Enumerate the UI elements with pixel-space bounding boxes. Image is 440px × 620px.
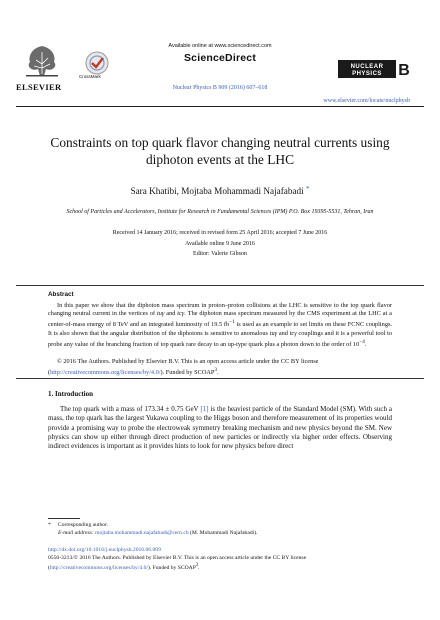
issn-license-line: 0550-3213/© 2016 The Authors. Published by Elsevier B.V. This is an open access article under the CC BY license: [48, 555, 307, 561]
journal-logo-line1: NUCLEAR: [350, 64, 384, 70]
nuclear-physics-b-logo: [338, 60, 412, 78]
vertex-tu-gamma: tuγ: [157, 310, 165, 318]
vertex-tc-gamma: tcγ: [177, 310, 185, 318]
section-heading-introduction: 1. Introduction: [48, 390, 93, 398]
footnote-rule: [48, 518, 80, 519]
platform-name[interactable]: ScienceDirect: [183, 52, 257, 64]
corresponding-author-mark[interactable]: *: [306, 185, 310, 193]
author-list: [0, 185, 440, 196]
article-dates: [0, 228, 440, 260]
doi-link[interactable]: http://dx.doi.org/10.1016/j.nuclphysb.2016.06.009: [48, 547, 161, 553]
crossmark-label: CrossMark: [79, 74, 101, 79]
abstract-paragraph: In this paper we show that the diphoton mass spectrum in proton–proton collisions at the LHC is sensitive to the top quark flavor changing neutral current in the vertices of tuγ and tcγ. The diphoton mass spectrum measured by the CMS experiment at the LHC at a center-of-mass energy of 8 TeV and an integrated luminosity of 19.5 $fb^{-1}$ is used as an example to set limits on these FCNC couplings. It is also shown that the angular distribution of the diphotons is sensitive to anomalous tuγ and tcγ couplings and it is a powerful tool to probe any value of the branching fraction of top quark rare decay to an up-type quark plus a photon down to the order of $10^{-4}$.: [48, 302, 392, 348]
header-rule: [16, 106, 424, 107]
available-online: Available online at www.sciencedirect.com: [168, 43, 272, 49]
editor: Editor: Valerie Gibson: [193, 251, 247, 257]
available-date: Available online 9 June 2016: [185, 240, 255, 247]
received-dates: Received 14 January 2016; received in revised form 25 April 2016; accepted 7 June 2016: [112, 230, 328, 236]
abstract-top-rule: [16, 285, 424, 286]
footer-license-link[interactable]: http://creativecommons.org/licenses/by/4.0/: [49, 564, 148, 571]
footnote-mark: *: [48, 522, 51, 528]
citation-link[interactable]: [1]: [200, 405, 209, 413]
footnote-corresponding: * Corresponding author. E-mail address: mojtaba.mohammadi.najafabadi@cern.ch (M. Mohammadi Najafabadi).: [48, 522, 258, 536]
article-identifiers: http://dx.doi.org/10.1016/j.nuclphysb.2016.06.009 0550-3213/© 2016 The Authors. Published by Elsevier B.V. This is an open access article under the CC BY license (http://creativecommons.org/licenses/by/4.0/). Funded by SCOAP$^3$.: [48, 546, 392, 572]
introduction-paragraph: The top quark with a mass of 173.34 ± 0.75 GeV [1] is the heaviest particle of the Standard Model (SM). With such a mass, the top quark has the largest Yukawa coupling to the Higgs boson and therefore measurement of its properties would provide a promising way to probe the electroweak symmetry breaking mechanism and new physics beyond the SM. New physics can show up either through direct production of new particles or indirectly via higher order effects. Observing indirect evidences is important as it provides hints to look for new physics before direct: [48, 405, 392, 451]
abstract-bottom-rule: [16, 378, 424, 379]
authors-text: Sara Khatibi, Mojtaba Mohammadi Najafabadi: [130, 186, 304, 196]
abstract-body: [48, 302, 392, 349]
affiliation: School of Particles and Accelerators, Institute for Research in Fundamental Sciences (IPM) P.O. Box 19395-5531, Tehran, Iran: [66, 209, 374, 215]
journal-website-link[interactable]: www.elsevier.com/locate/nuclphysb: [323, 98, 410, 104]
journal-logo-letter: B: [398, 62, 410, 78]
publisher-name: ELSEVIER: [16, 82, 62, 92]
license-link[interactable]: http://creativecommons.org/licenses/by/4.0/: [50, 369, 161, 377]
journal-logo-line2: PHYSICS: [352, 71, 382, 77]
email-link[interactable]: mojtaba.mohammadi.najafabadi@cern.ch: [95, 530, 189, 536]
journal-header: [0, 0, 440, 112]
abstract-license: © 2016 The Authors. Published by Elsevier B.V. This is an open access article under the CC BY license (http://creativecommons.org/licenses/by/4.0/). Funded by SCOAP$^3$.: [48, 358, 319, 377]
article-title: Constraints on top quark flavor changing neutral currents using diphoton events at the LHC: [50, 135, 390, 167]
journal-reference[interactable]: Nuclear Physics B 909 (2016) 607–618: [172, 85, 268, 91]
abstract-heading: Abstract: [48, 291, 74, 298]
